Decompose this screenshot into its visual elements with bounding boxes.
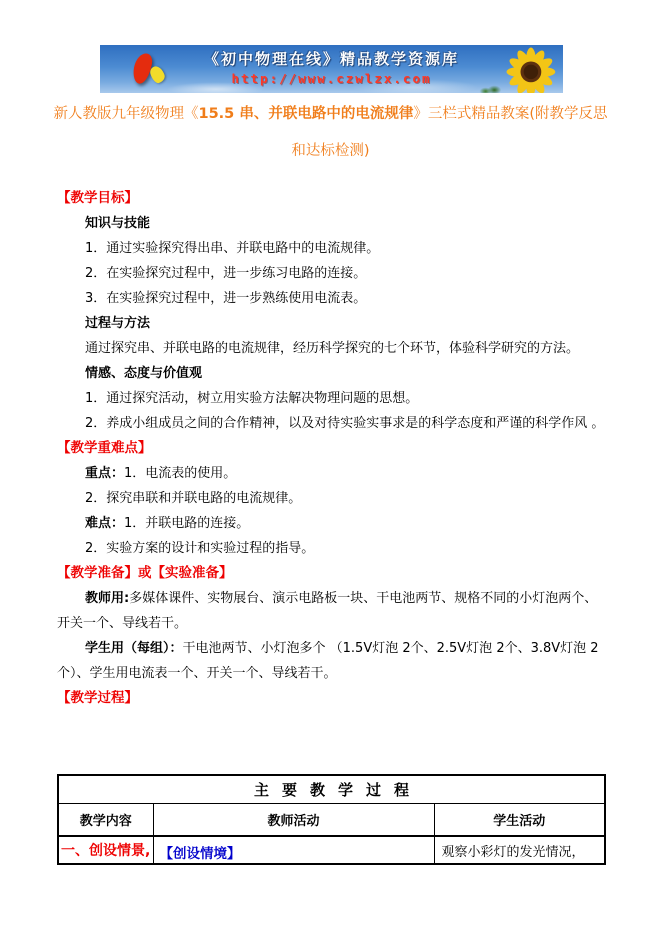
- leaf-icon: [479, 84, 501, 93]
- table-title: 主要教学过程: [58, 775, 605, 803]
- difficult-point-item: [85, 511, 605, 536]
- teaching-process-table: [57, 774, 606, 865]
- doc-title-prefix: 新人教版九年级物理《: [53, 106, 199, 122]
- section-heading-key-difficult-points: 【教学重难点】: [57, 440, 152, 456]
- sunflower-icon: [501, 45, 559, 93]
- page-title: [50, 96, 611, 170]
- table-row: [58, 836, 605, 864]
- key-point-item: 2．探究串联和并联电路的电流规律。: [85, 491, 302, 506]
- banner-url-link[interactable]: http://www.czwlzx.com: [231, 71, 432, 86]
- objective-item: 2．在实验探究过程中，进一步练习电路的连接。: [85, 266, 367, 281]
- cell-teacher-activity: 【创设情境】: [153, 836, 434, 864]
- table-title-row: [58, 775, 605, 803]
- subheading-knowledge-skills: 知识与技能: [85, 216, 151, 231]
- key-point-label: 重点：: [85, 466, 125, 481]
- site-banner: [100, 45, 563, 93]
- difficult-point-text: 1．并联电路的连接。: [124, 516, 250, 531]
- cell-student-activity: 观察小彩灯的发光情况，: [434, 836, 605, 864]
- document-body: [57, 186, 605, 711]
- objective-item: 1．通过实验探究得出串、并联电路中的电流规律。: [85, 241, 380, 256]
- key-point-item: [85, 461, 605, 486]
- section-heading-preparation: 【教学准备】或【实验准备】: [57, 565, 233, 581]
- teacher-materials-text: 多媒体课件、实物展台、演示电路板一块、干电池两节、规格不同的小灯泡两个、开关一个、导线若干。: [57, 591, 598, 631]
- section-heading-teaching-objectives: 【教学目标】: [57, 190, 138, 206]
- doc-title-emphasis: 15.5 串、并联电路中的电流规律: [198, 106, 414, 122]
- difficult-point-item: 2．实验方案的设计和实验过程的指导。: [85, 541, 315, 556]
- student-materials-label: 学生用（每组）：: [85, 641, 183, 656]
- difficult-point-label: 难点：: [85, 516, 125, 531]
- subheading-process-methods: 过程与方法: [85, 316, 151, 331]
- flame-yellow-shape: [149, 64, 167, 84]
- doc-title-suffix: 》三栏式精品教案(附教学反思和达标检测): [291, 106, 608, 159]
- objective-item: 2．养成小组成员之间的合作精神，以及对待实验实事求是的科学态度和严谨的科学作风 。: [85, 416, 605, 431]
- student-materials: [57, 636, 605, 686]
- objective-item: 1．通过探究活动，树立用实验方法解决物理问题的思想。: [85, 391, 419, 406]
- banner-title: 《初中物理在线》精品教学资源库: [203, 50, 459, 68]
- table-header-row: [58, 803, 605, 836]
- key-point-text: 1．电流表的使用。: [124, 466, 237, 481]
- objective-item: 3．在实验探究过程中，进一步熟练使用电流表。: [85, 291, 367, 306]
- teacher-materials: [57, 586, 605, 636]
- column-header-teacher-activity: 教师活动: [153, 803, 434, 836]
- student-materials-text: 干电池两节、小灯泡多个 （1.5V灯泡 2个、2.5V灯泡 2个、3.8V灯泡 2个）、学生用电流表一个、开关一个、导线若干。: [57, 641, 599, 681]
- cell-teaching-content: 一、创设情景,: [58, 836, 153, 864]
- banner-text-block: [170, 48, 493, 86]
- objective-item: 通过探究串、并联电路的电流规律，经历科学探究的七个环节，体验科学研究的方法。: [85, 341, 580, 356]
- subheading-emotion-attitude-values: 情感、态度与价值观: [85, 366, 203, 381]
- section-heading-teaching-process: 【教学过程】: [57, 690, 138, 706]
- teacher-materials-label: 教师用:: [85, 591, 130, 606]
- flame-logo-icon: [132, 50, 172, 90]
- column-header-student-activity: 学生活动: [434, 803, 605, 836]
- column-header-content: 教学内容: [58, 803, 153, 836]
